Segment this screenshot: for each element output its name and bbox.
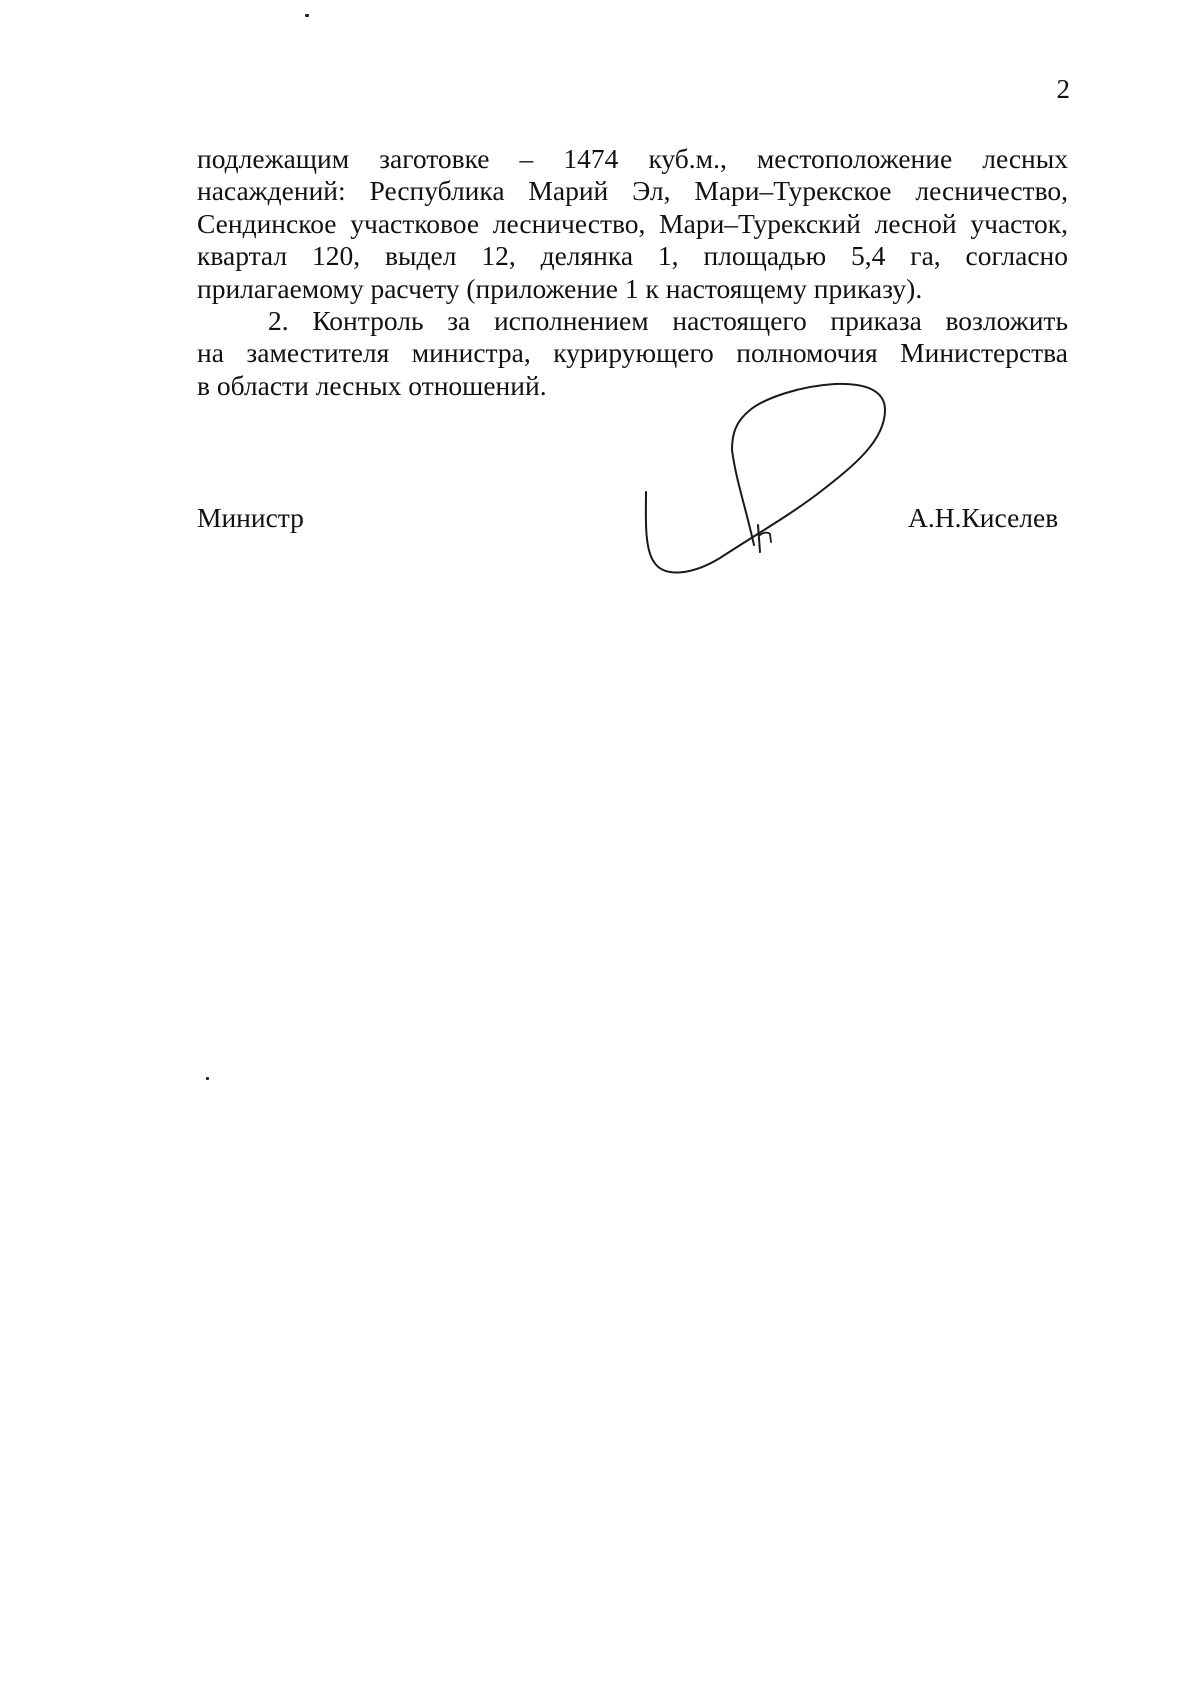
page-number: 2 xyxy=(1056,74,1070,104)
paragraph-1-line: прилагаемому расчету (приложение 1 к настоящему приказу). xyxy=(197,272,923,304)
body-text xyxy=(197,143,1068,402)
signoff-title: Министр xyxy=(197,502,304,533)
signoff-name: А.Н.Киселев xyxy=(908,502,1059,533)
paragraph-1-line: квартал 120, выдел 12, делянка 1, площадью 5,4 га, согласно xyxy=(197,240,1068,272)
paragraph-2-line: на заместителя министра, курирующего полномочия Министерства xyxy=(197,337,1068,369)
scan-speck xyxy=(206,1077,209,1080)
paragraph-1-line: подлежащим заготовке – 1474 куб.м., местоположение лесных xyxy=(197,143,1068,174)
signature-icon xyxy=(640,380,900,610)
scan-speck xyxy=(305,14,309,17)
paragraph-2-line: в области лесных отношений. xyxy=(197,369,547,401)
paragraph-1-line: Сендинское участковое лесничество, Мари–Турекский лесной участок, xyxy=(197,207,1068,239)
paragraph-1-line: насаждений: Республика Марий Эл, Мари–Турекское лесничество, xyxy=(197,175,1068,207)
paragraph-2-line: 2. Контроль за исполнением настоящего приказа возложить xyxy=(268,304,1068,336)
